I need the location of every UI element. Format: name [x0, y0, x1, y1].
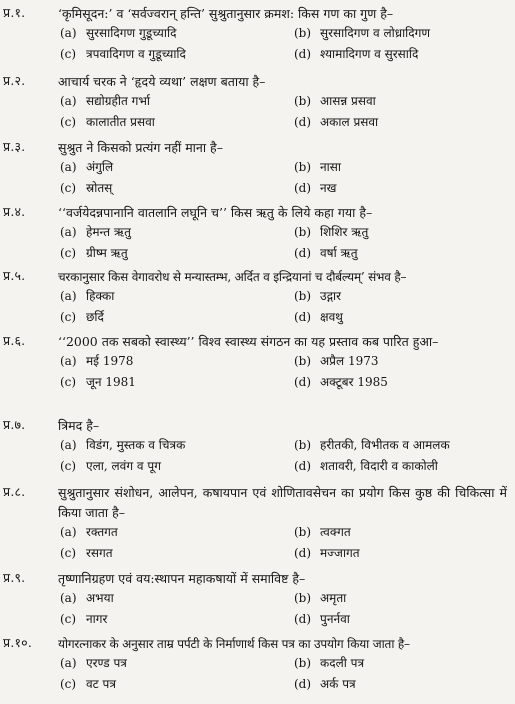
options — [60, 589, 515, 629]
question-number: प्र.३. — [3, 139, 26, 154]
question-4 — [0, 203, 515, 263]
option-c — [60, 544, 294, 563]
option-text: त्वक्गत — [320, 525, 351, 539]
option-a — [60, 223, 294, 242]
option-d — [294, 308, 514, 327]
option-label: (b) — [294, 26, 312, 40]
option-text: मई 1978 — [86, 354, 134, 368]
option-a — [60, 287, 294, 306]
options — [60, 287, 515, 327]
option-label: (b) — [294, 225, 312, 239]
option-label: (b) — [294, 160, 312, 174]
question-text: त्रिमद है– — [58, 418, 100, 433]
option-label: (a) — [60, 26, 77, 40]
option-label: (c) — [60, 310, 77, 324]
option-label: (d) — [294, 375, 312, 389]
option-label: (d) — [294, 246, 312, 260]
option-d — [294, 45, 514, 64]
option-d — [294, 544, 514, 563]
option-a — [60, 436, 294, 455]
option-d — [294, 373, 514, 392]
option-text: नख — [320, 181, 337, 195]
question-2 — [0, 72, 515, 132]
option-text: अंगुलि — [86, 160, 114, 174]
option-d — [294, 675, 514, 694]
option-label: (a) — [60, 289, 77, 303]
question-7 — [0, 416, 515, 476]
options — [60, 223, 515, 263]
question-text: सुश्रुत ने किसको प्रत्यंग नहीं माना है– — [58, 140, 223, 155]
option-text: कदली पत्र — [320, 656, 365, 670]
option-b — [294, 654, 514, 673]
option-label: (a) — [60, 225, 77, 239]
question-number: प्र.१०. — [3, 635, 33, 650]
option-label: (c) — [60, 47, 77, 61]
options — [60, 92, 515, 132]
option-text: हेमन्त ऋतु — [86, 225, 131, 239]
option-label: (a) — [60, 438, 77, 452]
option-d — [294, 113, 514, 132]
option-text: क्षवथु — [320, 310, 343, 324]
option-label: (a) — [60, 354, 77, 368]
option-c — [60, 675, 294, 694]
option-c — [60, 457, 294, 476]
option-text: मज्जागत — [320, 546, 360, 560]
option-label: (d) — [294, 612, 312, 626]
question-text: आचार्य चरक ने ‘हृदये व्यथा’ लक्षण बताया है– — [58, 74, 266, 89]
option-label: (d) — [294, 47, 312, 61]
option-a — [60, 24, 294, 43]
option-a — [60, 92, 294, 111]
question-text: ‘‘2000 तक सबको स्वास्थ्य’’ विश्व स्वास्थ्य संगठन का यह प्रस्ताव कब पारित हुआ– — [58, 334, 439, 349]
option-c — [60, 113, 294, 132]
option-label: (c) — [60, 181, 77, 195]
option-a — [60, 352, 294, 371]
option-label: (b) — [294, 438, 312, 452]
question-number: प्र.४. — [3, 204, 26, 219]
option-c — [60, 179, 294, 198]
option-text: शिशिर ऋतु — [320, 225, 369, 239]
question-1 — [0, 4, 515, 64]
option-text: अर्क पत्र — [320, 677, 356, 691]
option-b — [294, 523, 514, 542]
option-label: (b) — [294, 656, 312, 670]
option-label: (c) — [60, 546, 77, 560]
option-label: (c) — [60, 612, 77, 626]
option-label: (a) — [60, 94, 77, 108]
option-text: एरण्ड पत्र — [86, 656, 127, 670]
option-label: (a) — [60, 656, 77, 670]
option-text: शतावरी, विदारी व काकोली — [320, 459, 438, 473]
option-text: एला, लवंग व पूग — [86, 459, 161, 473]
option-text: अभया — [86, 591, 114, 605]
option-label: (c) — [60, 677, 77, 691]
option-label: (c) — [60, 459, 77, 473]
options — [60, 158, 515, 198]
option-text: विडंग, मुस्तक व चित्रक — [86, 438, 186, 452]
question-number: प्र.५. — [3, 268, 26, 283]
question-number: प्र.७. — [3, 417, 26, 432]
question-text: तृष्णानिग्रहण एवं वय:स्थापन महाकषायों में समाविष्ट है– — [58, 571, 306, 586]
question-10 — [0, 634, 515, 694]
question-9 — [0, 569, 515, 629]
option-text: उद्गार — [320, 289, 341, 303]
options — [60, 523, 515, 563]
option-label: (c) — [60, 115, 77, 129]
question-6 — [0, 332, 515, 392]
option-b — [294, 158, 514, 177]
question-5 — [0, 267, 515, 327]
option-label: (a) — [60, 160, 77, 174]
options — [60, 24, 515, 64]
option-c — [60, 610, 294, 629]
option-text: ग्रीष्म ऋतु — [86, 246, 128, 260]
option-label: (d) — [294, 546, 312, 560]
question-text: सुश्रुतानुसार संशोधन, आलेपन, कषायपान एवं शोणितावसेचन का प्रयोग किस कुष्ठ की चिकित्सा में किया जाता है– — [58, 485, 507, 520]
option-text: स्रोतस् — [86, 181, 113, 195]
option-b — [294, 24, 514, 43]
option-label: (d) — [294, 115, 312, 129]
option-label: (b) — [294, 354, 312, 368]
option-text: वर्षा ऋतु — [320, 246, 358, 260]
question-text: योगरत्नाकर के अनुसार ताम्र पर्पटी के निर्माणार्थ किस पत्र का उपयोग किया जाता है– — [58, 637, 410, 651]
option-d — [294, 179, 514, 198]
option-text: पुनर्नवा — [320, 612, 350, 626]
option-c — [60, 308, 294, 327]
option-b — [294, 589, 514, 608]
option-text: वट पत्र — [86, 677, 116, 691]
option-d — [294, 610, 514, 629]
option-label: (a) — [60, 591, 77, 605]
option-text: रसगत — [86, 546, 113, 560]
options — [60, 436, 515, 476]
option-text: अकाल प्रसवा — [320, 115, 379, 129]
option-text: त्रपवादिगण व गुडूच्यादि — [86, 47, 186, 61]
question-text: ‘कृमिसूदन:’ व ‘सर्वज्वरान् हन्ति’ सुश्रुतानुसार क्रमश: किस गण का गुण है– — [58, 6, 394, 21]
option-d — [294, 244, 514, 263]
option-text: छर्दि — [86, 310, 104, 324]
option-text: कालातीत प्रसवा — [86, 115, 155, 129]
option-text: आसन्न प्रसवा — [320, 94, 376, 108]
option-text: सद्योग्रहीत गर्भा — [86, 94, 150, 108]
option-text: नासा — [320, 160, 341, 174]
option-text: हिक्का — [86, 289, 115, 303]
option-text: अमृता — [320, 591, 347, 605]
option-b — [294, 92, 514, 111]
option-text: जून 1981 — [86, 375, 136, 389]
option-d — [294, 457, 514, 476]
question-text: ‘‘वर्जयेदन्नपानानि वातलानि लघूनि च’’ किस ऋतु के लिये कहा गया है– — [58, 205, 373, 220]
option-label: (b) — [294, 94, 312, 108]
option-label: (b) — [294, 591, 312, 605]
question-number: प्र.१. — [3, 5, 26, 20]
option-b — [294, 352, 514, 371]
option-c — [60, 45, 294, 64]
question-number: प्र.६. — [3, 333, 26, 348]
option-c — [60, 244, 294, 263]
option-a — [60, 523, 294, 542]
question-text: चरकानुसार किस वेगावरोध से मन्यास्तम्भ, अर्दित व इन्द्रियानां च दौर्बल्यम्’ संभव है– — [58, 270, 407, 284]
question-number: प्र.९. — [3, 570, 26, 585]
option-text: हरीतकी, विभीतक व आमलक — [320, 438, 450, 452]
options — [60, 352, 515, 392]
option-b — [294, 436, 514, 455]
option-text: नागर — [86, 612, 108, 626]
option-label: (c) — [60, 246, 77, 260]
question-8 — [0, 483, 515, 563]
option-b — [294, 287, 514, 306]
option-text: रक्तगत — [86, 525, 118, 539]
question-number: प्र.८. — [3, 484, 26, 499]
option-label: (d) — [294, 310, 312, 324]
option-text: अक्टूबर 1985 — [320, 375, 388, 389]
option-c — [60, 373, 294, 392]
option-text: सुरसादिगण व लोध्रादिगण — [320, 26, 431, 40]
option-a — [60, 158, 294, 177]
option-label: (a) — [60, 525, 77, 539]
option-label: (d) — [294, 181, 312, 195]
options — [60, 654, 515, 694]
option-label: (c) — [60, 375, 77, 389]
option-a — [60, 589, 294, 608]
option-text: अप्रैल 1973 — [320, 354, 379, 368]
option-text: सुरसादिगण गुडूच्यादि — [86, 26, 177, 40]
option-a — [60, 654, 294, 673]
option-label: (d) — [294, 677, 312, 691]
option-b — [294, 223, 514, 242]
question-number: प्र.२. — [3, 73, 26, 88]
option-text: श्यामादिगण व सुरसादि — [320, 47, 419, 61]
question-3 — [0, 138, 515, 198]
option-label: (d) — [294, 459, 312, 473]
option-label: (b) — [294, 289, 312, 303]
option-label: (b) — [294, 525, 312, 539]
